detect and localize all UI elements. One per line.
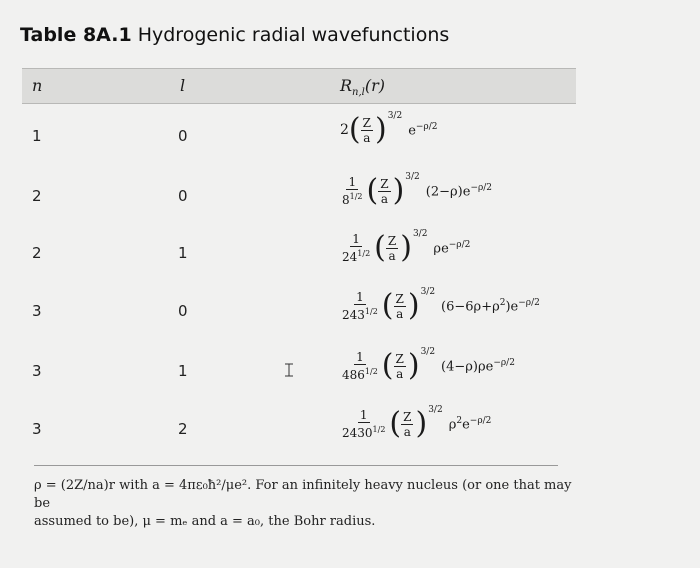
z-over-a: $\frac{Z}{a}$ (387, 233, 397, 263)
z-over-a: $\frac{Z}{a}$ (362, 115, 371, 145)
table-row (0, 405, 700, 448)
z-over-a: $\frac{Z}{a}$ (380, 176, 389, 206)
table-row (0, 111, 700, 155)
cell-radial-function: $\frac{1}{2430^{1/2}}$ ( $\frac{Z}{a}$ ) 3/2 $\rho^2e^{-\rho/2}$ (342, 405, 492, 441)
table-row (0, 172, 700, 215)
exponential-term: $(2-\rho)e^{-\rho/2}$ (425, 182, 493, 200)
cell-l: 1 (178, 362, 188, 380)
cell-radial-function: $\frac{1}{243^{1/2}}$ ( $\frac{Z}{a}$ ) 3/2 $(6-6\rho+\rho^2)e^{-\rho/2}$ (342, 287, 540, 323)
cell-l: 0 (178, 302, 188, 320)
exponential-term: $(4-\rho)\rho e^{-\rho/2}$ (441, 357, 515, 375)
cell-n: 3 (32, 302, 42, 320)
prefactor-fraction: $\frac{1}{243^{1/2}}$ (342, 290, 378, 322)
prefactor-fraction: $\frac{1}{2430^{1/2}}$ (342, 408, 386, 440)
header-l: l (180, 76, 186, 95)
table-footnote (34, 477, 574, 531)
table-caption: Hydrogenic radial wavefunctions (137, 24, 450, 46)
prefactor-fraction: $\frac{1}{24^{1/2}}$ (342, 232, 371, 264)
table-number: Table 8A.1 (20, 24, 132, 46)
cell-l: 2 (178, 420, 188, 438)
table-bottom-rule (34, 465, 558, 466)
z-over-a: $\frac{Z}{a}$ (395, 351, 404, 381)
cell-radial-function: $\frac{1}{486^{1/2}}$ ( $\frac{Z}{a}$ ) 3/2 $(4-\rho)\rho e^{-\rho/2}$ (342, 347, 515, 383)
table-row (0, 347, 700, 390)
header-r: $R_{n,l}(r)$ (340, 76, 386, 99)
cell-n: 3 (32, 362, 42, 380)
z-over-a: $\frac{Z}{a}$ (395, 291, 404, 321)
header-n: n (32, 76, 43, 95)
text-cursor-icon (284, 362, 294, 376)
cell-n: 2 (32, 187, 42, 205)
cell-n: 3 (32, 420, 42, 438)
cell-radial-function: $\frac{1}{8^{1/2}}$ ( $\frac{Z}{a}$ ) 3/2 $(2-\rho)e^{-\rho/2}$ (342, 172, 493, 208)
table-row (0, 287, 700, 330)
cell-n: 1 (32, 127, 42, 145)
z-over-a: $\frac{Z}{a}$ (403, 409, 412, 439)
exponential-term: $e^{-\rho/2}$ (408, 121, 438, 139)
table-title (20, 24, 449, 46)
footnote-line-1: ρ = (2Z/na)r with a = 4πε₀ħ²/μe². For an infinitely heavy nucleus (or one that may be (34, 478, 572, 511)
cell-n: 2 (32, 244, 42, 262)
exponential-term: $\rho^2e^{-\rho/2}$ (448, 415, 492, 433)
table-row (0, 229, 700, 272)
prefactor-fraction: $\frac{1}{486^{1/2}}$ (342, 350, 378, 382)
exponential-term: $\rho e^{-\rho/2}$ (433, 239, 471, 257)
cell-l: 1 (178, 244, 188, 262)
prefactor-fraction: $\frac{1}{8^{1/2}}$ (342, 175, 363, 207)
coefficient: 2 (340, 122, 349, 138)
cell-l: 0 (178, 187, 188, 205)
cell-l: 0 (178, 127, 188, 145)
footnote-line-2: assumed to be), μ = mₑ and a = a₀, the Bohr radius. (34, 514, 376, 529)
cell-radial-function: $\frac{1}{24^{1/2}}$ ( $\frac{Z}{a}$ ) 3/2 $\rho e^{-\rho/2}$ (342, 229, 471, 265)
cell-radial-function: 2 ( $\frac{Z}{a}$ ) 3/2 $e^{-\rho/2}$ (340, 111, 438, 147)
exponential-term: $(6-6\rho+\rho^2)e^{-\rho/2}$ (441, 297, 540, 315)
table-header (22, 68, 576, 104)
